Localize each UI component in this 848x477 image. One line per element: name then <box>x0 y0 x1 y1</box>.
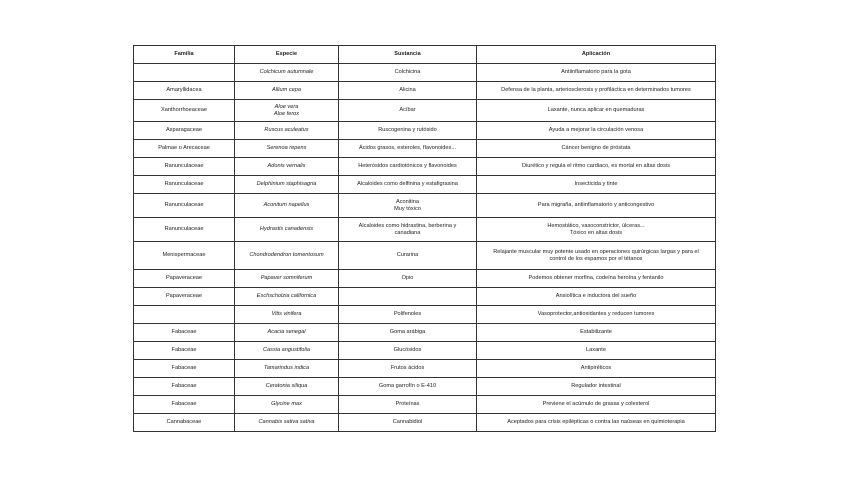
table-row <box>134 122 716 140</box>
cell-sustancia <box>339 140 477 158</box>
cell-familia: Ranunculaceae <box>134 176 235 194</box>
cell-aplicacion <box>477 378 716 396</box>
document-page <box>133 45 715 432</box>
cell-aplicacion-line: Hemostático, vasoconstrictor, úlceras... <box>547 222 645 229</box>
cell-especie-line: Hydrastis canadensis <box>259 226 314 232</box>
table-row <box>134 140 716 158</box>
table-body <box>134 64 716 432</box>
cell-aplicacion-line: Regulador intestinal <box>571 383 621 389</box>
cell-aplicacion <box>477 324 716 342</box>
cell-sustancia-line: Alcaloides como delfinina y estafigrasina <box>357 181 458 187</box>
cell-especie <box>235 396 339 414</box>
cell-familia <box>134 64 235 82</box>
cell-aplicacion-line: Vasoprotector,antioxidantes y reducen tumores <box>537 311 655 317</box>
cell-aplicacion <box>477 218 716 242</box>
cell-aplicacion <box>477 122 716 140</box>
cell-familia: Palmae o Arecaceae <box>134 140 235 158</box>
cell-especie <box>235 122 339 140</box>
cell-aplicacion <box>477 270 716 288</box>
table-row <box>134 158 716 176</box>
cell-sustancia-line: Goma garrofín o E-410 <box>378 383 437 389</box>
cell-sustancia-line: Ácidos grasos, esteroles, flavonoides... <box>358 145 456 151</box>
cell-aplicacion-line: Diurético y regula el ritmo cardiaco, es mortal en altas dosis <box>522 163 670 169</box>
cell-familia: Fabaceae <box>134 360 235 378</box>
cell-aplicacion <box>477 194 716 218</box>
cell-sustancia <box>339 218 477 242</box>
cell-sustancia-line: Aconitina <box>395 198 419 205</box>
cell-sustancia-line: Alicina <box>399 87 416 93</box>
cell-especie-line: Eschscholzia californica <box>256 293 317 299</box>
cell-sustancia <box>339 342 477 360</box>
cell-especie <box>235 140 339 158</box>
cell-especie <box>235 82 339 100</box>
table-row <box>134 194 716 218</box>
cell-familia: Cannabaceae <box>134 414 235 432</box>
cell-sustancia-line: Heterósidos cardiotónicos y flavonoides <box>358 163 457 169</box>
cell-aplicacion <box>477 360 716 378</box>
cell-aplicacion <box>477 288 716 306</box>
header-especie: Especie <box>235 46 339 64</box>
cell-aplicacion-line: Previene el acúmulo de grasas y colesterol <box>542 401 650 407</box>
cell-sustancia-line: Opio <box>401 275 414 281</box>
table-row <box>134 396 716 414</box>
cell-especie-line: Cannabis sativa sativa <box>258 419 315 425</box>
cell-sustancia-line: Polifenoles <box>393 311 422 317</box>
cell-sustancia <box>339 360 477 378</box>
table-row <box>134 218 716 242</box>
cell-aplicacion-line: Laxante <box>586 347 606 353</box>
cell-sustancia <box>339 242 477 270</box>
cell-sustancia-line: Acíbar <box>399 107 416 113</box>
cell-aplicacion <box>477 306 716 324</box>
cell-especie-line: Tamarindus indica <box>263 365 310 371</box>
cell-familia: Ranunculaceae <box>134 158 235 176</box>
cell-aplicacion <box>477 242 716 270</box>
cell-especie-line: Adonis vernalis <box>267 163 306 169</box>
cell-especie <box>235 176 339 194</box>
table-row <box>134 288 716 306</box>
table-row <box>134 64 716 82</box>
cell-sustancia-line: Proteínas <box>395 401 420 407</box>
header-aplicacion: Aplicación <box>477 46 716 64</box>
cell-sustancia <box>339 100 477 122</box>
header-row <box>134 46 716 64</box>
cell-especie-line: Allium cepa <box>272 87 301 93</box>
cell-especie-line: Acacia senegal <box>267 329 306 335</box>
cell-especie-line: Glycine max <box>271 401 302 407</box>
cell-especie-line: Chondrodendron tomentosum <box>249 252 324 258</box>
cell-sustancia-line: Glucósidos <box>393 347 422 353</box>
table-row <box>134 324 716 342</box>
cell-sustancia-line: Frutos ácidos <box>390 365 425 371</box>
table-row <box>134 176 716 194</box>
cell-especie-line: Papaver somniferum <box>260 275 313 281</box>
cell-sustancia <box>339 176 477 194</box>
cell-familia: Fabaceae <box>134 378 235 396</box>
cell-especie <box>235 270 339 288</box>
cell-especie-line: Serenoa repens <box>266 145 307 151</box>
cell-aplicacion <box>477 82 716 100</box>
cell-familia: Ranunculaceae <box>134 218 235 242</box>
cell-aplicacion-line: Laxante, nunca aplicar en quemaduras <box>547 107 645 113</box>
cell-especie <box>235 194 339 218</box>
cell-aplicacion-line: Relajante muscular muy potente usado en operaciones quirúrgicas largas y para el <box>493 248 699 255</box>
table-row <box>134 414 716 432</box>
cell-especie <box>235 64 339 82</box>
cell-especie <box>235 378 339 396</box>
cell-familia: Papaveraceae <box>134 288 235 306</box>
cell-aplicacion <box>477 342 716 360</box>
table-row <box>134 306 716 324</box>
table-row <box>134 378 716 396</box>
cell-aplicacion-line: Estabilizante <box>580 329 612 335</box>
cell-sustancia <box>339 64 477 82</box>
cell-sustancia <box>339 270 477 288</box>
cell-aplicacion-line: Podemos obtener morfina, codeína heroína y fentanilo <box>528 275 664 281</box>
table-row <box>134 270 716 288</box>
plants-table <box>133 45 716 432</box>
table-row <box>134 82 716 100</box>
cell-familia: Fabaceae <box>134 324 235 342</box>
cell-especie <box>235 414 339 432</box>
table-row <box>134 100 716 122</box>
cell-aplicacion <box>477 396 716 414</box>
cell-especie <box>235 306 339 324</box>
cell-aplicacion-line: Defensa de la planta, arteriosclerosis y profiláctica en determinados tumores <box>501 87 691 93</box>
cell-aplicacion <box>477 140 716 158</box>
cell-sustancia-line: Ruscogenina y rutósido <box>378 127 437 133</box>
cell-sustancia <box>339 306 477 324</box>
cell-aplicacion-line: Ayuda a mejorar la circulación venosa <box>548 127 644 133</box>
header-sustancia: Sustancia <box>339 46 477 64</box>
cell-aplicacion-line: control de los espamos por el tétanos <box>549 255 643 262</box>
cell-especie-line: Aloe vera <box>274 103 299 110</box>
cell-especie <box>235 324 339 342</box>
table-row <box>134 360 716 378</box>
cell-aplicacion-line: Insecticida y tinte <box>574 181 618 187</box>
cell-familia <box>134 306 235 324</box>
cell-sustancia <box>339 396 477 414</box>
cell-familia: Amaryllidacea <box>134 82 235 100</box>
cell-sustancia <box>339 194 477 218</box>
cell-especie <box>235 288 339 306</box>
cell-especie <box>235 242 339 270</box>
cell-especie <box>235 218 339 242</box>
cell-sustancia <box>339 414 477 432</box>
cell-aplicacion <box>477 176 716 194</box>
cell-especie-line: Ruscus aculeatus <box>264 127 309 133</box>
cell-familia: Ranunculaceae <box>134 194 235 218</box>
cell-familia: Fabaceae <box>134 342 235 360</box>
cell-sustancia-line: Colchicina <box>394 69 421 75</box>
cell-especie-line: Vitis vinifera <box>271 311 302 317</box>
cell-sustancia <box>339 82 477 100</box>
cell-aplicacion-line: Para migraña, antiinflamatorio y anticongestivo <box>537 202 655 208</box>
cell-aplicacion-line: Antipiréticos <box>580 365 612 371</box>
cell-aplicacion <box>477 100 716 122</box>
cell-aplicacion <box>477 64 716 82</box>
cell-especie-line: Aconitum napellus <box>263 202 310 208</box>
cell-especie <box>235 342 339 360</box>
header-familia: Familia <box>134 46 235 64</box>
cell-sustancia-line: Goma arábiga <box>389 329 426 335</box>
cell-aplicacion-line: Ansiolítica e inductora del sueño <box>555 293 637 299</box>
cell-sustancia <box>339 122 477 140</box>
cell-especie <box>235 360 339 378</box>
cell-aplicacion-line: Antiinflamatorio para la gota <box>561 69 631 75</box>
cell-aplicacion-line: Aceptados para crisis epilépticas o contra las naúseas en quimioterapia <box>507 419 685 425</box>
cell-sustancia-line: Muy tóxico <box>394 205 421 212</box>
cell-sustancia-line: Alcaloides como hidrastina, berberina y <box>358 222 457 229</box>
cell-sustancia-line: Curarina <box>396 252 419 258</box>
table-row <box>134 242 716 270</box>
cell-especie-line: Delphinium staphisagria <box>256 181 317 187</box>
cell-aplicacion-line: Tóxico en altas dosis <box>569 229 623 236</box>
cell-sustancia <box>339 324 477 342</box>
cell-familia: Xanthorrhoeaceae <box>134 100 235 122</box>
cell-sustancia-line: canadiana <box>394 229 421 236</box>
cell-aplicacion <box>477 158 716 176</box>
cell-especie-line: Ceratonia siliqua <box>265 383 308 389</box>
cell-sustancia <box>339 378 477 396</box>
cell-familia: Menispermaceae <box>134 242 235 270</box>
cell-familia: Fabaceae <box>134 396 235 414</box>
table-row <box>134 342 716 360</box>
cell-especie-line: Cassia angustifolia <box>263 347 310 353</box>
cell-aplicacion <box>477 414 716 432</box>
cell-familia: Papaveraceae <box>134 270 235 288</box>
cell-especie-line: Colchicum autumnale <box>259 69 314 75</box>
cell-especie <box>235 158 339 176</box>
cell-sustancia <box>339 158 477 176</box>
cell-especie <box>235 100 339 122</box>
cell-sustancia-line: Cannabidiol <box>392 419 423 425</box>
cell-aplicacion-line: Cáncer benigno de próstata <box>561 145 631 151</box>
cell-especie-line: Aloe ferox <box>273 110 300 117</box>
cell-familia: Asparagaceae <box>134 122 235 140</box>
cell-sustancia <box>339 288 477 306</box>
